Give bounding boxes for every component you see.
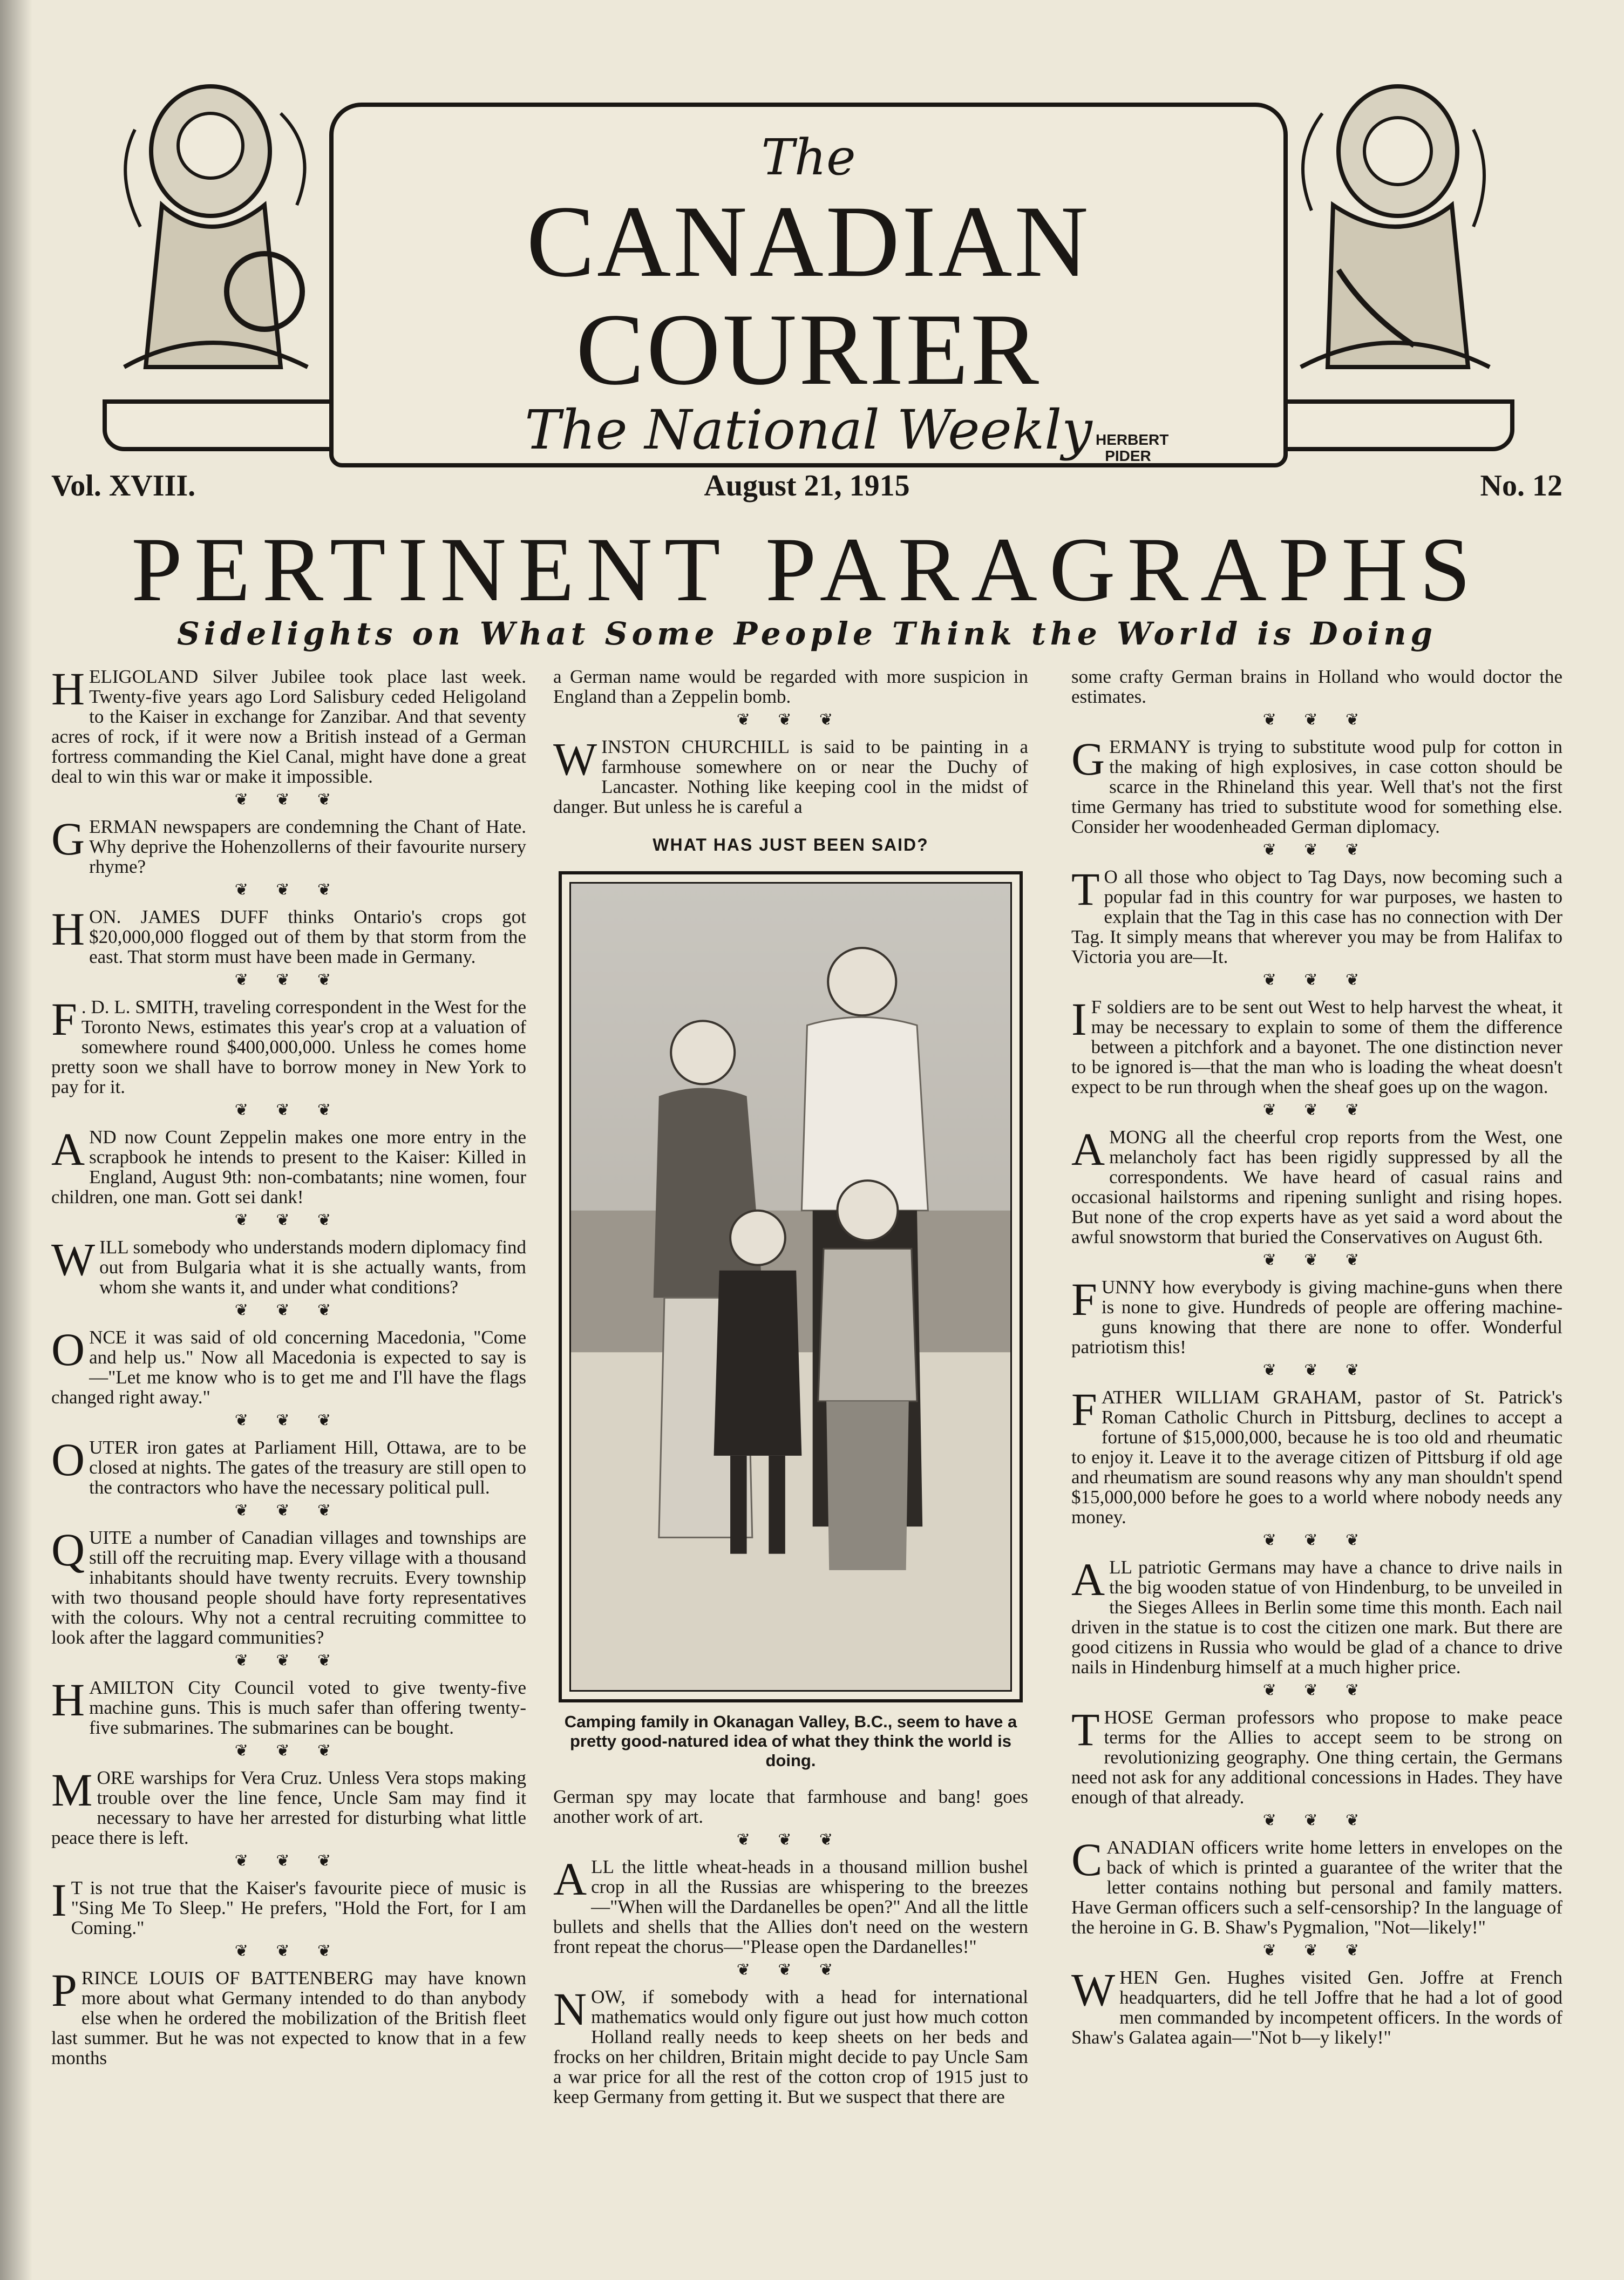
paragraph-text: a number of Canadian villages and townships are still off the recruiting map. Every village with a thousand inhabitants should have twenty recruits. Every township with two thousand people should have forty representatives with the colours. Why not a central recruiting committee to look after the laggard communities?	[51, 1527, 526, 1648]
separator: ❦ ❦ ❦	[1262, 1101, 1371, 1119]
masthead-name-line2: COURIER	[576, 293, 1041, 406]
separator: ❦ ❦ ❦	[1262, 1251, 1371, 1269]
separator: ❦ ❦ ❦	[234, 1211, 343, 1229]
paragraph	[51, 1524, 526, 1648]
paragraph: ALL the little wheat-heads in a thousand million bushel crop in all the Russias are whispering to the breezes—"When will the Dardanelles be open?" And all the little bullets and shells that the Allies don't need on the western front repeat the chorus—"Please open the Dardanelles!"	[553, 1853, 1028, 1957]
paragraph-text: officers write home letters in envelopes on the back of which is printed a guarantee of the writer that the letter contains nothing but personal and family matters. Have German officers such a self-censorship? In the language of the heroine in G. B. Shaw's Pygmalion, "Not—likely!"	[1071, 1837, 1562, 1938]
column-3	[1071, 667, 1562, 2051]
paragraph-lead: ON. JAMES DUFF	[89, 906, 269, 927]
drop-cap: F	[1071, 1383, 1097, 1435]
paragraph-text: now Count Zeppelin makes one more entry in the scrapbook he intends to present to the Kaiser: Killed in England, August 9th: non-combatants; nine women, four children, one man. Gott sei dank!	[51, 1127, 526, 1207]
separator: ❦ ❦ ❦	[1262, 841, 1371, 859]
drop-cap: W	[553, 733, 597, 785]
paragraph-lead: F	[1091, 996, 1102, 1017]
separator: ❦ ❦ ❦	[234, 791, 343, 809]
separator: ❦ ❦ ❦	[234, 881, 343, 899]
paragraph-lead: UNNY	[1101, 1277, 1156, 1298]
paragraph-text: City Council voted to give twenty-five machine guns. This is much safer than offering twenty-five submarines. The submarines can be bought.	[89, 1677, 526, 1738]
separator: ❦ ❦ ❦	[234, 1742, 343, 1760]
separator: ❦ ❦ ❦	[736, 1831, 845, 1849]
paragraph-lead: NCE	[89, 1327, 127, 1348]
paragraph-lead: ATHER WILLIAM GRAHAM,	[1101, 1387, 1362, 1408]
paragraph-lead: ORE	[97, 1767, 135, 1788]
drop-cap: N	[553, 1983, 587, 2035]
paragraph	[1071, 1704, 1562, 1808]
paragraph-lead: RINCE LOUIS OF BATTENBERG	[81, 1967, 374, 1989]
separator: ❦ ❦ ❦	[1262, 1531, 1371, 1549]
paragraph-lead: ANADIAN	[1106, 1837, 1195, 1858]
paragraph	[51, 1233, 526, 1298]
paragraph-text: thinks Ontario's crops got $20,000,000 flogged out of them by that storm from the east. That storm must have been made in Germany.	[89, 906, 526, 967]
separator: ❦ ❦ ❦	[234, 1852, 343, 1870]
paragraph-lead: HEN	[1119, 1967, 1159, 1988]
drop-cap: H	[51, 1674, 85, 1726]
masthead-title-panel	[329, 103, 1288, 467]
paragraph	[1071, 1273, 1562, 1358]
column2-after-text: German spy may locate that farmhouse and bang! goes another work of art.	[553, 1786, 1028, 1827]
drop-cap: A	[1071, 1123, 1105, 1175]
separator: ❦ ❦ ❦	[1262, 1681, 1371, 1699]
masthead-name-line1: CANADIAN	[526, 185, 1091, 298]
paragraph: WINSTON CHURCHILL is said to be painting in a farmhouse somewhere on or near the Duchy of Lancaster. Nothing like keeping cool in the midst of danger. But unless he is careful a	[553, 733, 1028, 817]
drop-cap: A	[51, 1123, 85, 1175]
column2-top-text: a German name would be regarded with more suspicion in England than a Zeppelin bomb.	[553, 666, 1028, 707]
paragraph-lead: ELIGOLAND	[89, 666, 199, 687]
paragraph-lead: ERMANY	[1109, 736, 1191, 757]
column-1	[51, 663, 526, 2071]
paragraph	[1071, 863, 1562, 967]
paragraph-text: German professors who propose to make peace terms for the Allies to accept seem to be strong on revolutionizing geography. One thing certain, the Germans need not ask for any additional concessions in Hades. They have enough of that already.	[1071, 1707, 1562, 1808]
family-photo	[569, 882, 1012, 1692]
separator: ❦ ❦ ❦	[1262, 1942, 1371, 1959]
paragraph-text: all the cheerful crop reports from the West, one melancholy fact has been rigidly suppressed by all the correspondents. We have heard of casual rains and occasional hailstorms and ripening sunlight and rising hopes. But none of the crop experts have as yet said a word about the awful snowstorm that buried the Conservatives on August 6th.	[1071, 1127, 1562, 1247]
drop-cap: T	[1071, 1704, 1100, 1755]
family-photo-illustration	[571, 884, 1010, 1690]
paragraph-text: all those who object to Tag Days, now becoming such a popular fad in this country for war purposes, we hasten to explain that the Tag in this case has no connection with Der Tag. It simply means that wherever you may be from Halifax to Victoria you are—It.	[1071, 866, 1562, 967]
paragraph-text: iron gates at Parliament Hill, Ottawa, are to be closed at nights. The gates of the treasury are still open to the contractors who have the necessary political pull.	[89, 1437, 526, 1498]
paragraph-text: Gen. Hughes visited Gen. Joffre at French headquarters, did he tell Joffre that he had a lot of good men commanded by incompetent officers. In the words of Shaw's Galatea again—"Not b—y likely!"	[1071, 1967, 1562, 2048]
separator: ❦ ❦ ❦	[234, 1412, 343, 1429]
paragraph-text: somebody who understands modern diplomacy find out from Bulgaria what it is she actually wants, from whom she wants it, and under what conditions?	[99, 1237, 526, 1298]
drop-cap: A	[553, 1853, 587, 1905]
drop-cap: F	[1071, 1273, 1097, 1325]
drop-cap: A	[1071, 1553, 1105, 1605]
paragraph-text: Silver Jubilee took place last week. Twenty-five years ago Lord Salisbury ceded Heligoland to the Kaiser in exchange for Zanzibar. And that seventy acres of rock, if it were now a British instead of a German fortress commanding the Kiel Canal, might have done a great deal to win this war or make it impossible.	[51, 666, 526, 787]
paragraph	[1071, 1964, 1562, 2048]
paragraph	[1071, 993, 1562, 1097]
drop-cap: W	[51, 1233, 96, 1285]
paragraph	[51, 993, 526, 1097]
separator: ❦ ❦ ❦	[1262, 711, 1371, 729]
separator: ❦ ❦ ❦	[736, 711, 845, 729]
separator: ❦ ❦ ❦	[234, 1942, 343, 1960]
drop-cap: H	[51, 903, 85, 955]
paragraph-text: is trying to substitute wood pulp for cotton in the making of high explosives, in case cotton should be scarce in the Rhineland this year. Well that's not the first time Germany has tried to substitute wood for something else. Consider her woodenheaded German diplomacy.	[1071, 736, 1562, 837]
drop-cap: I	[51, 1874, 67, 1926]
paragraph-lead: ND	[89, 1127, 117, 1148]
paragraph-lead: AMILTON	[89, 1677, 174, 1698]
separator: ❦ ❦ ❦	[1262, 1361, 1371, 1379]
column-2	[553, 667, 1028, 2110]
paragraph	[51, 903, 526, 967]
artist-signature: HERBERT PIDER	[1096, 431, 1169, 464]
paragraph-text: warships for Vera Cruz. Unless Vera stops making trouble over the line fence, Uncle Sam may find it necessary to have her arrested for disturbing what little peace there is left.	[51, 1767, 526, 1848]
paragraph	[1071, 1123, 1562, 1247]
separator: ❦ ❦ ❦	[234, 1301, 343, 1319]
drop-cap: M	[51, 1764, 93, 1816]
issue-number: No. 12	[1480, 469, 1562, 503]
paragraph-lead: . D. L. SMITH,	[81, 996, 199, 1017]
paragraph-lead: LL	[1109, 1557, 1132, 1578]
separator: ❦ ❦ ❦	[234, 971, 343, 989]
paragraph	[51, 1324, 526, 1408]
headline: PERTINENT PARAGRAPHS	[131, 519, 1483, 620]
separator: ❦ ❦ ❦	[234, 1101, 343, 1119]
drop-cap: P	[51, 1964, 77, 2016]
drop-cap: O	[51, 1434, 85, 1485]
drop-cap: G	[1071, 733, 1105, 785]
paragraph	[1071, 1553, 1562, 1678]
paragraph	[51, 1123, 526, 1207]
paragraph-lead: UTER	[89, 1437, 139, 1458]
drop-cap: Q	[51, 1524, 85, 1576]
paragraph-text: patriotic Germans may have a chance to drive nails in the big wooden statue of von Hindenburg, to be unveiled in the Sieges Allees in Berlin some time this month. Each nail driven in the statue is to cost the citizen one mark. But there are good citizens in Russia who would be glad of a chance to drive nails in Hindenburg himself at a much higher price.	[1071, 1557, 1562, 1678]
column3-top-text: some crafty German brains in Holland who would doctor the estimates.	[1071, 666, 1562, 707]
paragraph-text: soldiers are to be sent out West to help harvest the wheat, it may be necessary to explain to some of them the difference between a pitchfork and a bayonet. The one distinction never to be ignored is—that the man who is loading the wheat doesn't expect to be run through when the sheaf goes up on the wagon.	[1071, 996, 1562, 1097]
drop-cap: I	[1071, 993, 1087, 1045]
paragraph-text: traveling correspondent in the West for the Toronto News, estimates this year's crop at a valuation of somewhere round $400,000,000. Unless he comes home pretty soon we shall have to borrow money in New York to pay for it.	[51, 996, 526, 1097]
issue-date: August 21, 1915	[704, 469, 910, 503]
paragraph-lead: ERMAN	[89, 816, 158, 837]
paragraph-lead: O	[1104, 866, 1118, 887]
photo-caption: Camping family in Okanagan Valley, B.C., seem to have a pretty good-natured idea of what they think the world is doing.	[564, 1712, 1017, 1770]
photo-box-title: WHAT HAS JUST BEEN SAID?	[653, 835, 929, 854]
separator: ❦ ❦ ❦	[234, 1502, 343, 1519]
paragraph-text: is not true that the Kaiser's favourite piece of music is "Sing Me To Sleep." He prefers, "Hold the Fort, for I am Coming."	[71, 1877, 526, 1938]
masthead	[103, 65, 1506, 464]
masthead-name	[334, 185, 1283, 406]
drop-cap: W	[1071, 1964, 1116, 2016]
paragraph-lead: ILL	[99, 1237, 128, 1258]
issue-line	[51, 469, 1562, 506]
left-cherub-illustration	[103, 65, 329, 410]
paragraph	[51, 1434, 526, 1498]
masthead-the: The	[761, 128, 856, 186]
paragraph-lead: HOSE	[1104, 1707, 1153, 1728]
drop-cap: C	[1071, 1834, 1103, 1885]
paragraph-text: newspapers are condemning the Chant of Hate. Why deprive the Hohenzollerns of their favourite nursery rhyme?	[89, 816, 526, 877]
right-cherub-illustration	[1279, 65, 1506, 410]
separator: ❦ ❦ ❦	[1262, 1811, 1371, 1829]
separator: ❦ ❦ ❦	[234, 1652, 343, 1670]
paragraph-text: may have known more about what Germany intended to do than anybody else when he ordered the mobilization of the British fleet last summer. But he was not expected to know that in a few months	[51, 1967, 526, 2068]
drop-cap: F	[51, 993, 77, 1045]
paragraph	[51, 663, 526, 787]
paragraph-text: pastor of St. Patrick's Roman Catholic Church in Pittsburg, declines to accept a fortune of $15,000,000, because he is too old and rheumatic to enjoy it. Leave it to the average citizen of Pittsburg if old age and rheumatism are sound reasons why any man shouldn't spend $15,000,000 before he goes to a world where nobody needs any money.	[1071, 1387, 1562, 1528]
paragraph-lead: MONG	[1109, 1127, 1167, 1148]
paragraph	[51, 1964, 526, 2068]
paragraph	[51, 1874, 526, 1938]
drop-cap: G	[51, 813, 85, 865]
paragraph	[51, 1764, 526, 1848]
paragraph: NOW, if somebody with a head for international mathematics would only figure out just how much cotton Holland really needs to keep sheets on her beds and frocks on her children, Britain might decide to pay Uncle Sam a war price for all the rest of the cotton crop of 1915 just to keep Germany from getting it. But we suspect that there are	[553, 1983, 1028, 2107]
paragraph-text: it was said of old concerning Macedonia, "Come and help us." Now all Macedonia is expected to say is—"Let me know who is to get me and I'll have the flags changed right away."	[51, 1327, 526, 1408]
drop-cap: O	[51, 1324, 85, 1375]
paragraph-lead: T	[71, 1877, 83, 1898]
binding-shadow	[0, 0, 32, 2280]
subheadline: Sidelights on What Some People Think the World is Doing	[176, 615, 1437, 652]
family-photo-frame	[559, 871, 1023, 1702]
paragraph	[51, 1674, 526, 1738]
paragraph	[1071, 1383, 1562, 1528]
drop-cap: H	[51, 663, 85, 715]
paragraph	[1071, 1834, 1562, 1938]
paragraph-text: how everybody is giving machine-guns when there is none to give. Hundreds of people are offering machine-guns knowing that there are none to offer. Wonderful patriotism this!	[1071, 1277, 1562, 1358]
paragraph	[1071, 733, 1562, 837]
drop-cap: T	[1071, 863, 1100, 915]
paragraph-lead: UITE	[89, 1527, 132, 1548]
paragraph	[51, 813, 526, 877]
issue-volume: Vol. XVIII.	[51, 469, 196, 503]
separator: ❦ ❦ ❦	[1262, 971, 1371, 989]
masthead-tagline: The National Weekly	[525, 398, 1092, 462]
separator: ❦ ❦ ❦	[736, 1961, 845, 1979]
